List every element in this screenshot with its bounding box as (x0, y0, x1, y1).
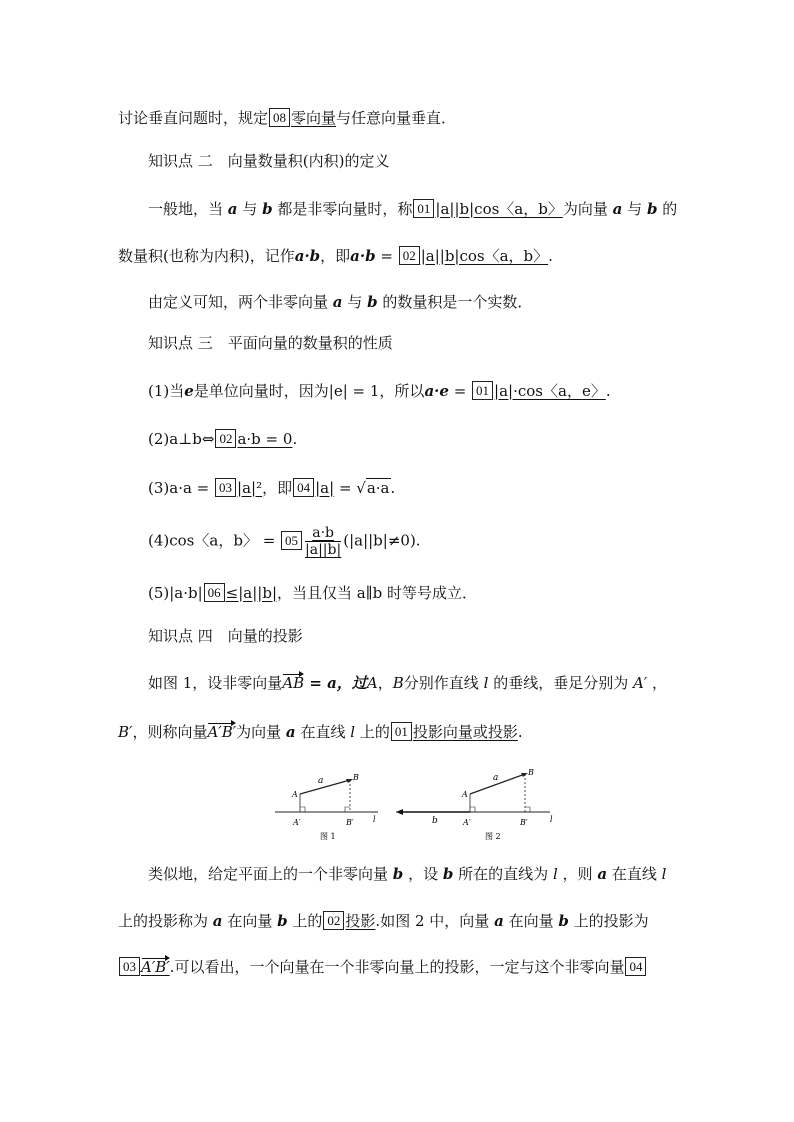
text: 一般地，当 (148, 200, 224, 218)
text: .可以看出，一个向量在一个非零向量上的投影，一定与这个非零向量 (169, 958, 625, 976)
text: 与 (347, 293, 363, 311)
label-b: b (432, 816, 438, 826)
text: 上的 (292, 912, 323, 930)
text: . (605, 382, 611, 400)
label-a: a (318, 776, 324, 786)
vector-A-prime-B-prime: A′B′ (207, 723, 237, 741)
property-4 (148, 525, 421, 558)
text: . (548, 247, 553, 265)
denominator: |a||b| (305, 542, 342, 558)
caption-fig2: 图 2 (485, 832, 501, 841)
text: 与任意向量垂直． (336, 109, 457, 127)
text: (3)a·a = (148, 479, 215, 497)
text: ， (652, 674, 668, 692)
blank-number-box: 02 (323, 911, 344, 930)
label-B-prime: B′ (520, 818, 528, 827)
blank-number-box: 02 (215, 429, 236, 448)
label-A: A (292, 790, 298, 799)
text: 的 (662, 200, 678, 218)
label-B-prime: B′ (346, 818, 354, 827)
similar-line-3 (118, 957, 647, 977)
text: ，设 (408, 865, 439, 883)
line-l: l (483, 674, 489, 692)
text: 在向量 (227, 912, 273, 930)
figure-1 (275, 773, 378, 841)
section-heading-kp4: 知识点 四 向量的投影 (148, 627, 303, 645)
answer-text: |a| (315, 479, 335, 497)
text: 上的投影为 (573, 912, 649, 930)
var-b: b (646, 200, 658, 218)
property-2 (148, 429, 297, 449)
text: (2)a⊥b⇔ (148, 430, 215, 448)
var-b: b (277, 912, 288, 930)
vector-A-prime-B-prime: A′B′ (141, 958, 170, 976)
arrow-head (346, 779, 353, 783)
point-B: B (392, 674, 404, 692)
text: 在直线 (300, 723, 346, 741)
text: ，当且仅当 a∥b 时等号成立． (277, 584, 478, 602)
label-A-prime: A′ (293, 818, 301, 827)
text: ，则 (562, 865, 593, 883)
fraction (305, 525, 341, 558)
text: 类似地，给定平面上的一个非零向量 (148, 865, 389, 883)
text: . (517, 723, 523, 741)
blank-number-box: 04 (625, 957, 646, 976)
line-l: l (661, 865, 667, 883)
arrow-head (521, 773, 528, 777)
text: 都是非零向量时，称 (277, 200, 413, 218)
sqrt-expression: √a·a (356, 479, 390, 497)
text: (5)|a·b| (148, 584, 203, 602)
var-b: b (558, 912, 569, 930)
similar-line-2 (118, 911, 649, 931)
answer-text: a·b = 0 (237, 430, 293, 448)
var-e: e (184, 382, 194, 400)
line-l: l (552, 865, 558, 883)
definition-line-1 (148, 199, 677, 219)
text: 是单位向量时，因为|e| = 1，所以 (193, 382, 425, 400)
blank-number-box: 03 (215, 478, 236, 497)
projection-line-1 (148, 673, 667, 693)
answer-text: |a||b|cos〈a，b〉 (435, 200, 563, 218)
label-A-prime: A′ (463, 818, 471, 827)
text: (4)cos〈a，b〉 = (148, 531, 281, 550)
var-a: a (212, 912, 223, 930)
label-B: B (353, 773, 359, 782)
label-l: l (550, 815, 553, 824)
text: 所在的直线为 (458, 865, 549, 883)
section-heading-kp3: 知识点 三 平面向量的数量积的性质 (148, 334, 393, 352)
answer-text: |a|² (237, 479, 263, 497)
right-angle-mark (525, 807, 530, 812)
definition-line-2 (118, 246, 553, 266)
var-a: a (285, 723, 296, 741)
text: 讨论垂直问题时，规定 (118, 109, 269, 127)
text: 上的 (359, 723, 390, 741)
var-a: a (597, 865, 608, 883)
text: 在向量 (508, 912, 554, 930)
var-a: a (494, 912, 504, 930)
text: = (334, 479, 357, 497)
var-b: b (367, 293, 378, 311)
answer-text: ≤|a||b| (225, 584, 277, 602)
text: 上的投影称为 (118, 912, 209, 930)
figure-2 (396, 768, 553, 841)
point-B-prime: B′ (118, 723, 133, 741)
right-angle-mark (470, 807, 475, 812)
expr-a-dot-e: a·e (424, 382, 449, 400)
vector-a (300, 780, 350, 794)
text: 与 (627, 200, 643, 218)
blank-number-box: 03 (119, 957, 140, 976)
radicand: a·a (366, 479, 390, 497)
text: ，即 (320, 247, 351, 265)
line-l: l (350, 723, 356, 741)
text: . (390, 479, 396, 497)
text: ， (377, 674, 393, 692)
text: = (448, 382, 472, 400)
text: ，则称向量 (132, 723, 208, 741)
var-b: b (262, 200, 273, 218)
right-angle-mark (300, 807, 305, 812)
point-A-prime: A′ (632, 674, 648, 692)
projection-line-2 (118, 722, 523, 742)
text: 的数量积是一个实数． (382, 293, 533, 311)
text: 为向量 (562, 200, 608, 218)
blank-number-box: 05 (281, 531, 302, 550)
text: 在直线 (611, 865, 657, 883)
answer-text: |a|·cos〈a，e〉 (494, 382, 606, 400)
similar-line-1 (148, 864, 666, 884)
answer-text: 投影 (345, 912, 376, 930)
section-heading-kp2: 知识点 二 向量数量积(内积)的定义 (148, 152, 390, 170)
var-a: a (612, 200, 623, 218)
blank-number-box: 01 (391, 722, 412, 741)
right-angle-mark (345, 807, 350, 812)
property-5 (148, 583, 477, 603)
var-b: b (392, 865, 404, 883)
label-A: A (462, 790, 468, 799)
text: = a，过 (304, 674, 367, 692)
label-l: l (373, 815, 376, 824)
text: (|a||b|≠0). (343, 531, 421, 550)
blank-number-box: 01 (472, 381, 493, 400)
property-1 (148, 381, 611, 401)
expr-a-dot-b: a·b (350, 247, 376, 265)
blank-number-box: 04 (293, 478, 314, 497)
text: 为向量 (236, 723, 282, 741)
numerator: a·b (312, 525, 334, 541)
text: 数量积(也称为内积)，记作 (118, 247, 295, 265)
vector-AB: AB (282, 674, 305, 692)
label-a: a (493, 773, 499, 783)
text: (1)当 (148, 382, 185, 400)
answer-text: |a||b|cos〈a，b〉 (420, 247, 549, 265)
blank-number-box: 06 (204, 583, 225, 602)
property-3 (148, 478, 395, 498)
var-b: b (442, 865, 454, 883)
blank-number-box: 01 (413, 199, 434, 218)
definition-line-3 (148, 292, 532, 312)
var-a: a (227, 200, 238, 218)
text: .如图 2 中，向量 (375, 912, 490, 930)
expr-a-dot-b: a·b (294, 247, 321, 265)
arrow-head (396, 809, 403, 815)
caption-fig1: 图 1 (320, 832, 336, 841)
var-a: a (332, 293, 343, 311)
point-A: A (366, 674, 378, 692)
text: 由定义可知，两个非零向量 (148, 293, 329, 311)
text: 的垂线，垂足分别为 (493, 674, 629, 692)
text: 与 (242, 200, 258, 218)
text: 分别作直线 (403, 674, 479, 692)
text: ，即 (262, 479, 293, 497)
answer-text: 投影向量或投影 (412, 723, 518, 741)
blank-number-box: 08 (269, 108, 290, 127)
blank-number-box: 02 (399, 246, 420, 265)
text: 如图 1，设非零向量 (148, 674, 283, 692)
text-line-1 (118, 108, 456, 128)
text: = (375, 247, 398, 265)
label-B: B (528, 768, 534, 777)
projection-figures (270, 765, 570, 845)
text: . (292, 430, 298, 448)
answer-text: 零向量 (291, 109, 337, 127)
